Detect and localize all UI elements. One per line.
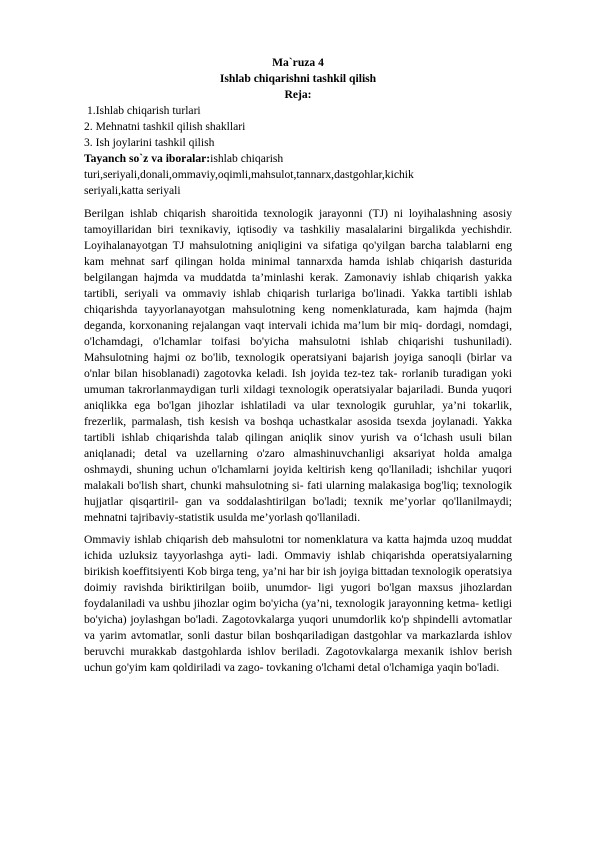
page-title: Ishlab chiqarishni tashkil qilish bbox=[219, 72, 377, 85]
document-page bbox=[84, 55, 512, 676]
keywords-text: seriyali,katta seriyali bbox=[84, 184, 181, 197]
lecture-label: Ma`ruza 4 bbox=[272, 56, 324, 69]
plan-item: 2. Mehnatni tashkil qilish shakllari bbox=[84, 120, 246, 133]
body-paragraph: Berilgan ishlab chiqarish sharoitida texnologik jarayonni (TJ) ni loyihalashning asosiy tamoyillaridan biri texnikaviy, iqtisodiy va tashkiliy masalalarini birgalikda yechishdir. Loyihalanayotgan TJ mahsulotning aniqligini va sifatiga qo'yilgan barcha talablarni eng kam mehnat sarf qilingan holda minimal tannarxda hamda ishlab chiqarish dasturida belgilangan hajmda va muddatda ta’minlashi kerak. Zamonaviy ishlab chiqarish yakka tartibli, seriyali va ommaviy ishlab chiqarish turlariga bo'linadi. Yakka tartibli ishlab chiqarishda tayyorlanayotgan mahsulotning keng nomenklaturada, kam hajmda (hajm deganda, korxonaning rejalangan vaqt intervali ichida ma’lum bir miq- dordagi, nomdagi, o'lchamdagi, o'lchamlar toifasi bo'yicha mahsulotni ishlab chiqarishi tushuniladi). Mahsulotning hajmi oz bo'lib, texnologik operatsiyani bajarish joyiga sanoqli (birlar va o'nlar bilan hisoblanadi) zagotovka keladi. Ish joyida tez-tez tak- rorlanib turadigan yoki umuman takrorlanmaydigan turli xildagi texnologik operatsiyalar bajariladi. Bunda yuqori aniqlikka ega bo'lgan jihozlar ishlatiladi va ular texnologik guruhlar, ya’ni tokarlik, frezerlik, parmalash, tish kesish va boshqa uchastkalar asosida tsexda joylanadi. Yakka tartibli ishlab chiqarishda talab qilingan aniqlik sinov yurish va o‘lchash usuli bilan aniqlanadi; detal va uzellarning o'zaro almashinuvchanligi aksariyat holda amalga oshmaydi, shuning uchun o'lchamlarni joyida keltirish keng qo'llaniladi; ishchilar yuqori malakali bo'lish shart, chunki mahsulotning si- fati ularning malakasiga bog'liq; texnologik hujjatlar qisqartiril- gan va soddalashtirilgan bo'ladi; texnik me’yorlar qo'llanilmaydi; mehnatni tajribaviy-statistik usulda me’yorlash qo'llaniladi. bbox=[84, 207, 512, 524]
plan-label: Reja: bbox=[284, 88, 312, 101]
keywords-label: Tayanch so`z va iboralar: bbox=[84, 152, 211, 165]
keywords-text: ishlab chiqarish bbox=[210, 152, 284, 165]
plan-item: 3. Ish joylarini tashkil qilish bbox=[84, 136, 215, 149]
keywords-line bbox=[84, 151, 512, 167]
body-paragraph: Ommaviy ishlab chiqarish deb mahsulotni tor nomenklatura va katta hajmda uzoq muddat ichida uzluksiz tayyorlashga ayti- ladi. Ommaviy ishlab chiqarishda operatsiyalarning birikish koeffitsiyenti Kob birga teng, ya’ni har bir ish joyiga bittadan texnologik operatsiya doimiy ravishda biriktirilgan boiib, unumdor- ligi yugori bo'lgan maxsus jihozlardan foydalaniladi va ushbu jihozlar ogim bo'yicha (ya’ni, texnologik jarayonning ketma- ketligi bo'yicha) joylashgan bo'ladi. Zagotovkalarga yuqori unumdorlik ko'p shpindelli avtomatlar va yarim avtomatlar, sonli dastur bilan boshqariladigan dastgohlar va markazlarda ishlov beruvchi murakkab dastgohlarda ishlov beriladi. Zagotovkalarga mexanik ishlov berish uchun go'yim kam qoldiriladi va zago- tovkaning o'lchami detal o'lchamiga yaqin bo'ladi. bbox=[84, 533, 512, 674]
keywords-text: turi,seriyali,donali,ommaviy,oqimli,mahsulot,tannarx,dastgohlar,kichik bbox=[84, 168, 414, 181]
plan-item: 1.Ishlab chiqarish turlari bbox=[87, 104, 201, 117]
